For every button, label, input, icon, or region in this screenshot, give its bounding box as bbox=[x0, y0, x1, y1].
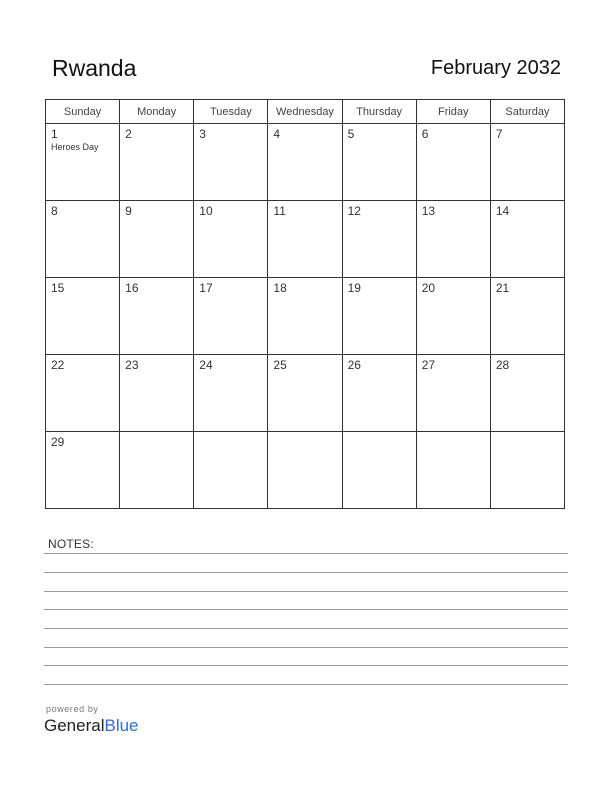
day-number: 7 bbox=[495, 127, 503, 141]
day-number: 18 bbox=[273, 281, 287, 295]
generalblue-logo bbox=[44, 716, 139, 736]
notes-line bbox=[44, 572, 568, 573]
day-cell bbox=[120, 432, 194, 509]
weekday-header: Friday bbox=[416, 100, 490, 124]
day-number: 9 bbox=[125, 204, 132, 218]
day-number: 2 bbox=[125, 127, 132, 141]
weekday-header: Wednesday bbox=[268, 100, 342, 124]
day-cell bbox=[416, 432, 490, 509]
day-cell bbox=[120, 355, 194, 432]
day-cell bbox=[342, 124, 416, 201]
day-cell bbox=[194, 278, 268, 355]
brand-general-text: General bbox=[44, 716, 105, 735]
notes-line bbox=[44, 591, 568, 592]
day-cell bbox=[416, 124, 490, 201]
holiday-label: Heroes Day bbox=[51, 142, 99, 152]
notes-label: NOTES: bbox=[48, 537, 94, 551]
day-cell bbox=[342, 432, 416, 509]
day-cell bbox=[268, 278, 342, 355]
notes-line bbox=[44, 628, 568, 629]
day-number: 20 bbox=[421, 281, 436, 295]
country-title: Rwanda bbox=[52, 55, 137, 81]
weekday-header: Saturday bbox=[490, 100, 564, 124]
powered-by-text: powered by bbox=[46, 704, 99, 714]
day-cell bbox=[416, 201, 490, 278]
day-number: 24 bbox=[199, 358, 213, 372]
weekday-header: Sunday bbox=[46, 100, 120, 124]
day-cell bbox=[194, 201, 268, 278]
weekday-header: Monday bbox=[120, 100, 194, 124]
day-number: 8 bbox=[51, 204, 58, 218]
day-cell bbox=[490, 201, 564, 278]
day-cell bbox=[490, 432, 564, 509]
weekday-header: Thursday bbox=[342, 100, 416, 124]
week-row bbox=[46, 124, 565, 201]
day-cell bbox=[490, 124, 564, 201]
day-cell bbox=[268, 201, 342, 278]
weekday-header: Tuesday bbox=[194, 100, 268, 124]
day-cell bbox=[46, 124, 120, 201]
day-number: 11 bbox=[273, 204, 286, 218]
day-number: 28 bbox=[495, 358, 510, 372]
weekday-header-row bbox=[46, 100, 565, 124]
day-number: 26 bbox=[347, 358, 361, 372]
day-cell bbox=[46, 278, 120, 355]
day-number: 14 bbox=[495, 204, 510, 218]
day-number: 10 bbox=[199, 204, 213, 218]
day-number: 13 bbox=[421, 204, 436, 218]
day-cell bbox=[268, 124, 342, 201]
day-cell bbox=[46, 355, 120, 432]
notes-line bbox=[44, 684, 568, 685]
day-cell bbox=[194, 124, 268, 201]
day-number: 17 bbox=[199, 281, 213, 295]
day-number: 4 bbox=[273, 127, 281, 141]
day-number: 1 bbox=[51, 127, 58, 141]
day-number: 15 bbox=[51, 281, 65, 295]
day-cell bbox=[120, 124, 194, 201]
day-number: 25 bbox=[273, 358, 287, 372]
day-number: 3 bbox=[199, 127, 206, 141]
day-cell bbox=[490, 355, 564, 432]
week-row bbox=[46, 278, 565, 355]
day-number: 23 bbox=[125, 358, 139, 372]
notes-line bbox=[44, 665, 568, 666]
day-number: 16 bbox=[125, 281, 139, 295]
notes-line bbox=[44, 609, 568, 610]
day-cell bbox=[194, 432, 268, 509]
brand-blue-text: Blue bbox=[104, 716, 139, 735]
notes-line bbox=[44, 647, 568, 648]
day-number: 12 bbox=[347, 204, 361, 218]
day-cell bbox=[46, 201, 120, 278]
notes-line bbox=[44, 553, 568, 554]
day-number: 19 bbox=[347, 281, 361, 295]
day-cell bbox=[416, 278, 490, 355]
day-cell bbox=[120, 201, 194, 278]
week-row bbox=[46, 432, 565, 509]
day-cell bbox=[268, 432, 342, 509]
day-cell bbox=[194, 355, 268, 432]
day-cell bbox=[342, 278, 416, 355]
day-cell bbox=[120, 278, 194, 355]
month-year-title: February 2032 bbox=[430, 57, 561, 79]
day-cell bbox=[342, 355, 416, 432]
day-cell bbox=[416, 355, 490, 432]
day-cell bbox=[490, 278, 564, 355]
day-number: 27 bbox=[421, 358, 436, 372]
week-row bbox=[46, 201, 565, 278]
day-number: 21 bbox=[495, 281, 510, 295]
day-number: 6 bbox=[421, 127, 429, 141]
day-cell bbox=[46, 432, 120, 509]
day-number: 5 bbox=[347, 127, 355, 141]
day-number: 22 bbox=[51, 358, 65, 372]
week-row bbox=[46, 355, 565, 432]
day-number: 29 bbox=[51, 435, 65, 449]
day-cell bbox=[268, 355, 342, 432]
day-cell bbox=[342, 201, 416, 278]
calendar-grid bbox=[45, 99, 565, 509]
